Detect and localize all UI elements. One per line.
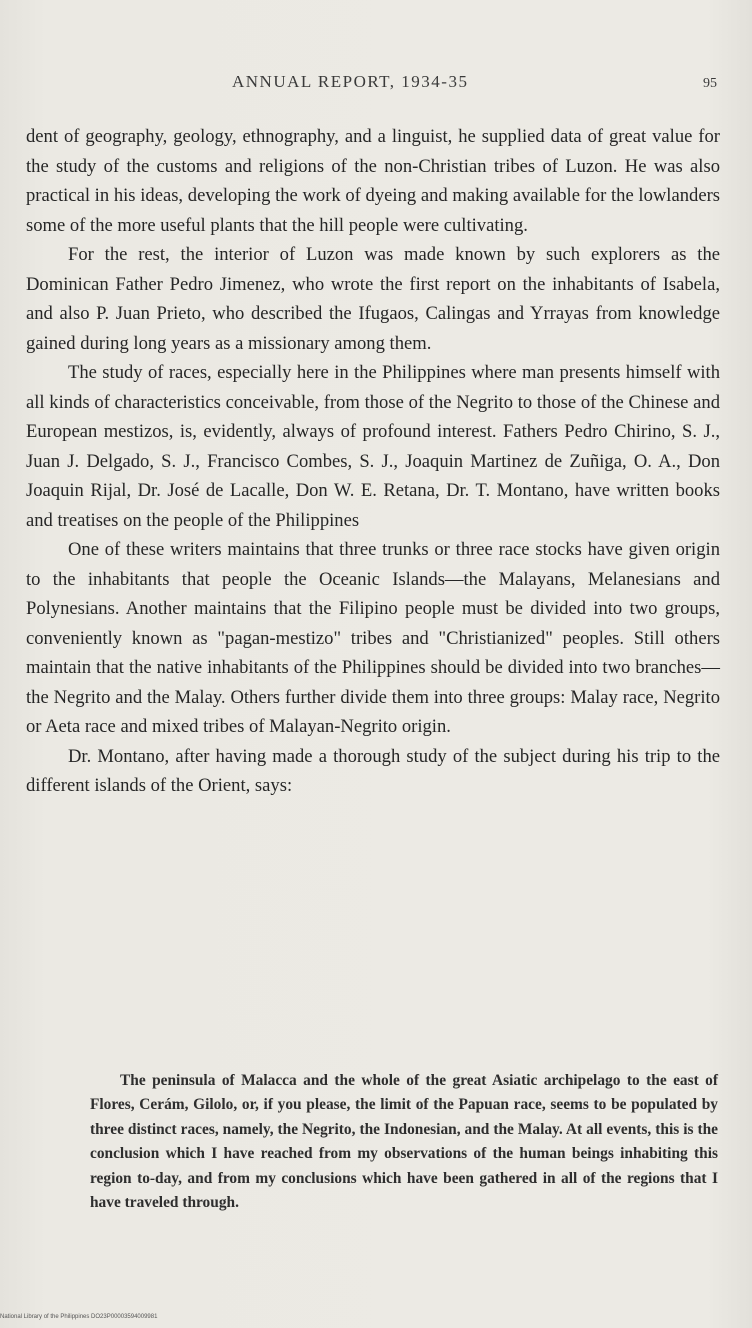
body-text — [26, 122, 720, 801]
page-number: 95 — [703, 76, 717, 91]
quote-text: The peninsula of Malacca and the whole of the great Asiatic archipelago to the east of Flores, Cerám, Gilolo, or, if you please, the limit of the Papuan race, seems to be populated by three distinct races, namely, the Negrito, the Indonesian, and the Malay. At all events, this is the conclusion which I have reached from my observations of the human beings inhabiting this region to-day, and from my conclusions which have been gathered in all of the regions that I have traveled through. — [90, 1072, 718, 1212]
running-head: ANNUAL REPORT, 1934-35 — [232, 72, 469, 91]
paragraph-study-of-races: The study of races, especially here in the Philippines where man presents himself with all kinds of characteristics conceivable, from those of the Negrito to those of the Chinese and European mestizos, is, evidently, always of profound interest. Fathers Pedro Chirino, S. J., Juan J. Delgado, S. J., Francisco Combes, S. J., Joaquin Martinez de Zuñiga, O. A., Don Joaquin Rijal, Dr. José de Lacalle, Don W. E. Retana, Dr. T. Montano, have written books and treatises on the people of the Philippines — [26, 362, 720, 531]
footer-credit: National Library of the Philippines DO23P00003594009981 — [0, 1314, 158, 1320]
block-quote — [90, 1069, 718, 1215]
paragraph-montano: Dr. Montano, after having made a thorough study of the subject during his trip to the different islands of the Orient, says: — [26, 745, 720, 796]
page-header — [0, 72, 752, 102]
paragraph-explorers: For the rest, the interior of Luzon was made known by such explorers as the Dominican Father Pedro Jimenez, who wrote the first report on the inhabitants of Isabela, and also P. Juan Prieto, who described the Ifugaos, Calingas and Yrrayas from knowledge gained during long years as a missionary among them. — [26, 244, 720, 354]
paragraph-race-stocks: One of these writers maintains that three trunks or three race stocks have given origin to the inhabitants that people the Oceanic Islands—the Malayans, Melanesians and Polynesians. Another maintains that the Filipino people must be divided into two groups, conveniently known as "pagan-mestizo" tribes and "Christianized" peoples. Still others maintain that the native inhabitants of the Philippines should be divided into two branches—the Negrito and the Malay. Others further divide them into three groups: Malay race, Negrito or Aeta race and mixed tribes of Malayan-Negrito origin. — [26, 539, 720, 737]
paragraph-continued: dent of geography, geology, ethnography, and a linguist, he supplied data of great value for the study of the customs and religions of the non-Christian tribes of Luzon. He was also practical in his ideas, developing the work of dyeing and making available for the lowlanders some of the more useful plants that the hill people were cultivating. — [26, 126, 720, 236]
